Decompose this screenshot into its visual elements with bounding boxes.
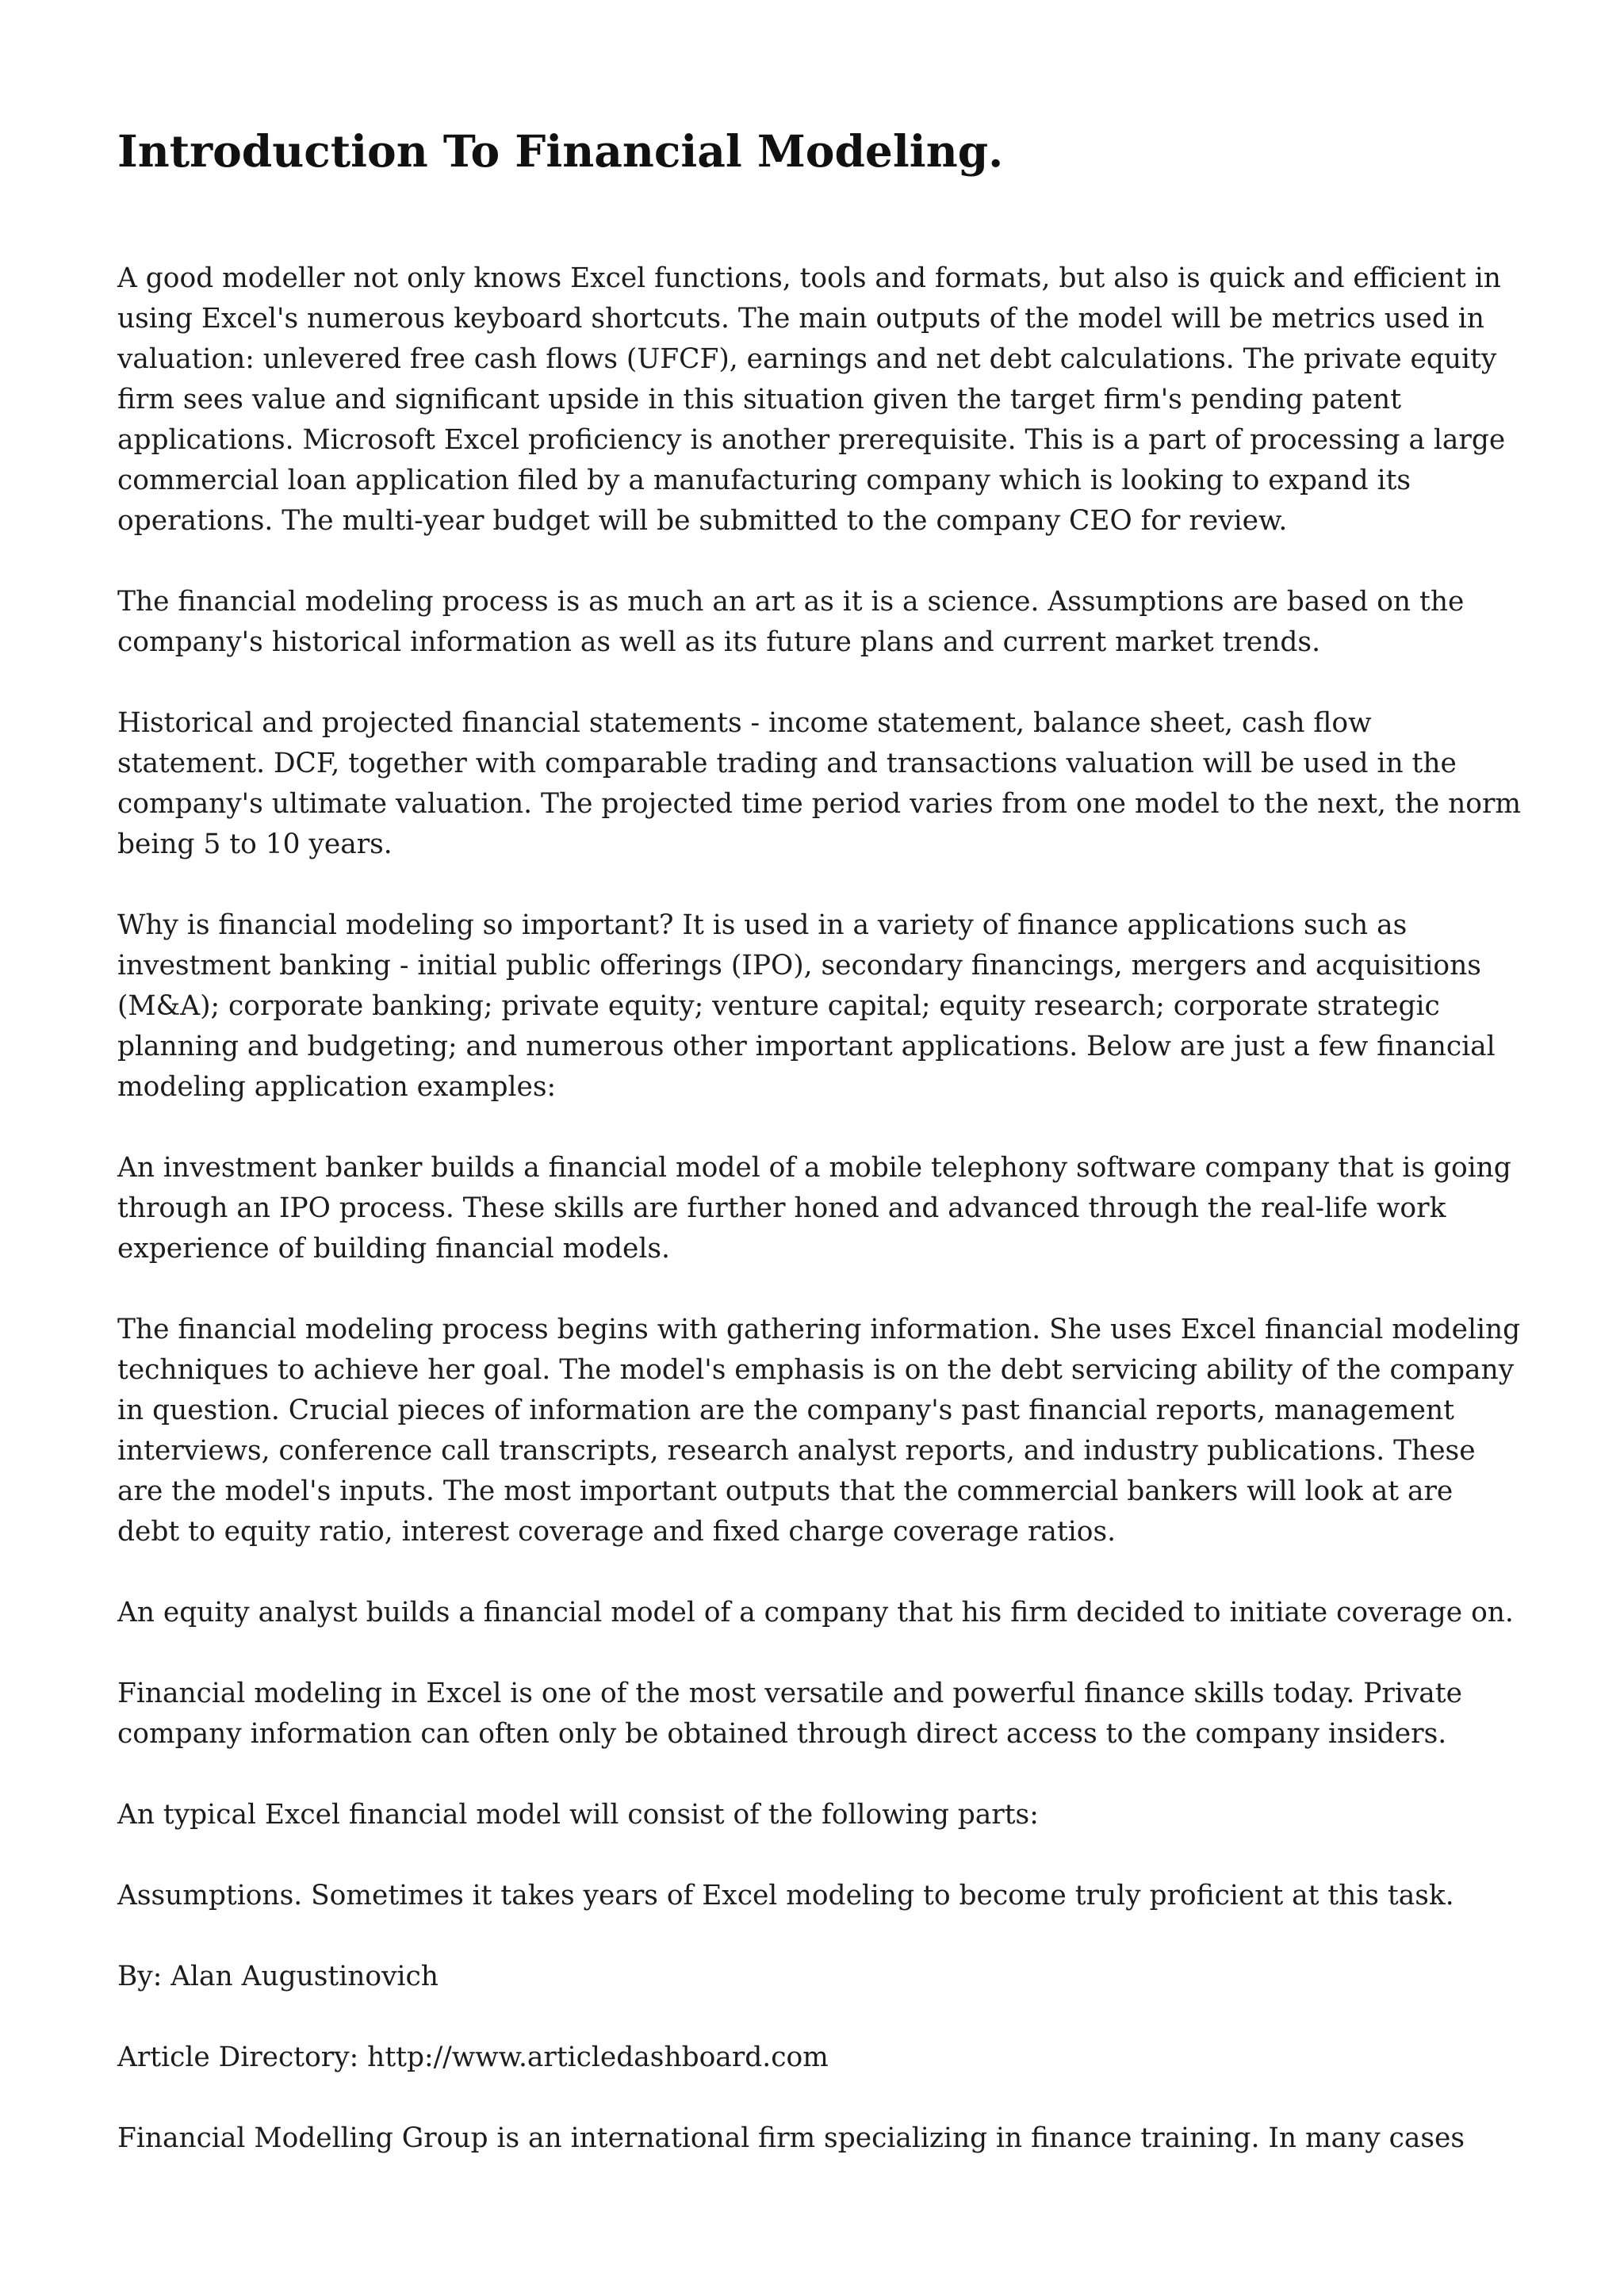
paragraph-spacer <box>117 541 1529 582</box>
paragraph-line: Why is financial modeling so important? It is used in a variety of finance applications such as <box>117 909 1408 941</box>
paragraph-line: in question. Crucial pieces of information are the company's past financial reports, management <box>117 1395 1454 1426</box>
paragraph-spacer <box>117 1997 1529 2038</box>
paragraph-spacer <box>117 1108 1529 1148</box>
paragraph-line: being 5 to 10 years. <box>117 828 393 860</box>
paragraph-spacer <box>117 1633 1529 1674</box>
paragraph-line: valuation: unlevered free cash flows (UFCF), earnings and net debt calculations. The private equity <box>117 343 1497 375</box>
paragraph <box>117 1148 1529 1269</box>
paragraph-spacer <box>117 1835 1529 1876</box>
paragraph <box>117 1876 1529 1916</box>
paragraph-line: An investment banker builds a financial model of a mobile telephony software company that is going <box>117 1152 1511 1184</box>
paragraph-spacer <box>117 2078 1529 2118</box>
paragraph-spacer <box>117 1552 1529 1593</box>
paragraph <box>117 1795 1529 1835</box>
paragraph <box>117 2118 1529 2159</box>
paragraph-line: A good modeller not only knows Excel functions, tools and formats, but also is quick and efficient in <box>117 262 1501 294</box>
paragraph <box>117 1310 1529 1552</box>
paragraph-line: operations. The multi-year budget will be submitted to the company CEO for review. <box>117 505 1288 537</box>
paragraph-line: statement. DCF, together with comparable trading and transactions valuation will be used in the <box>117 748 1457 779</box>
paragraph-line: through an IPO process. These skills are further honed and advanced through the real-life work <box>117 1192 1446 1224</box>
paragraph-line: company's ultimate valuation. The projected time period varies from one model to the next, the norm <box>117 788 1522 820</box>
paragraph-line: Article Directory: http://www.articledashboard.com <box>117 2042 829 2073</box>
paragraph-spacer <box>117 1269 1529 1310</box>
paragraph-spacer <box>117 1755 1529 1795</box>
paragraph <box>117 258 1529 541</box>
paragraph <box>117 2038 1529 2078</box>
paragraph-line: modeling application examples: <box>117 1071 557 1103</box>
paragraph-line: applications. Microsoft Excel proficiency is another prerequisite. This is a part of processing a large <box>117 424 1506 456</box>
paragraph-line: using Excel's numerous keyboard shortcuts. The main outputs of the model will be metrics used in <box>117 303 1484 335</box>
paragraph <box>117 703 1529 865</box>
paragraph-line: By: Alan Augustinovich <box>117 1961 439 1992</box>
paragraph-line: company information can often only be obtained through direct access to the company insiders. <box>117 1718 1447 1750</box>
paragraph-line: Assumptions. Sometimes it takes years of Excel modeling to become truly proficient at this task. <box>117 1880 1454 1911</box>
article-body <box>117 258 1529 2159</box>
article-title: Introduction To Financial Modeling. <box>117 125 1004 177</box>
paragraph-line: interviews, conference call transcripts, research analyst reports, and industry publications. These <box>117 1435 1476 1467</box>
paragraph-line: Historical and projected financial statements - income statement, balance sheet, cash flow <box>117 707 1372 739</box>
paragraph <box>117 1674 1529 1755</box>
paragraph <box>117 582 1529 663</box>
paragraph-line: Financial modeling in Excel is one of the most versatile and powerful finance skills today. Private <box>117 1678 1462 1709</box>
paragraph-line: planning and budgeting; and numerous other important applications. Below are just a few financial <box>117 1031 1496 1062</box>
paragraph-line: (M&A); corporate banking; private equity; venture capital; equity research; corporate strategic <box>117 990 1440 1022</box>
paragraph-line: debt to equity ratio, interest coverage and fixed charge coverage ratios. <box>117 1516 1116 1548</box>
paragraph <box>117 905 1529 1108</box>
paragraph-line: company's historical information as well as its future plans and current market trends. <box>117 626 1320 658</box>
paragraph-line: An equity analyst builds a financial model of a company that his firm decided to initiate coverage on. <box>117 1597 1514 1628</box>
paragraph-line: commercial loan application filed by a manufacturing company which is looking to expand its <box>117 465 1411 496</box>
paragraph-spacer <box>117 865 1529 905</box>
paragraph-spacer <box>117 663 1529 703</box>
paragraph-line: are the model's inputs. The most important outputs that the commercial bankers will look at are <box>117 1475 1454 1507</box>
paragraph-line: experience of building financial models. <box>117 1233 670 1265</box>
paragraph <box>117 1957 1529 1997</box>
paragraph-line: The financial modeling process is as much an art as it is a science. Assumptions are based on the <box>117 586 1465 618</box>
paragraph-line: The financial modeling process begins with gathering information. She uses Excel financial modeling <box>117 1314 1521 1345</box>
paragraph-line: firm sees value and significant upside in this situation given the target firm's pending patent <box>117 384 1402 415</box>
paragraph-line: investment banking - initial public offerings (IPO), secondary financings, mergers and acquisitions <box>117 950 1481 982</box>
paragraph-spacer <box>117 1916 1529 1957</box>
paragraph-line: Financial Modelling Group is an international firm specializing in finance training. In many cases <box>117 2122 1465 2154</box>
paragraph-line: techniques to achieve her goal. The model's emphasis is on the debt servicing ability of the company <box>117 1354 1515 1386</box>
paragraph-line: An typical Excel financial model will consist of the following parts: <box>117 1799 1039 1831</box>
paragraph <box>117 1593 1529 1633</box>
